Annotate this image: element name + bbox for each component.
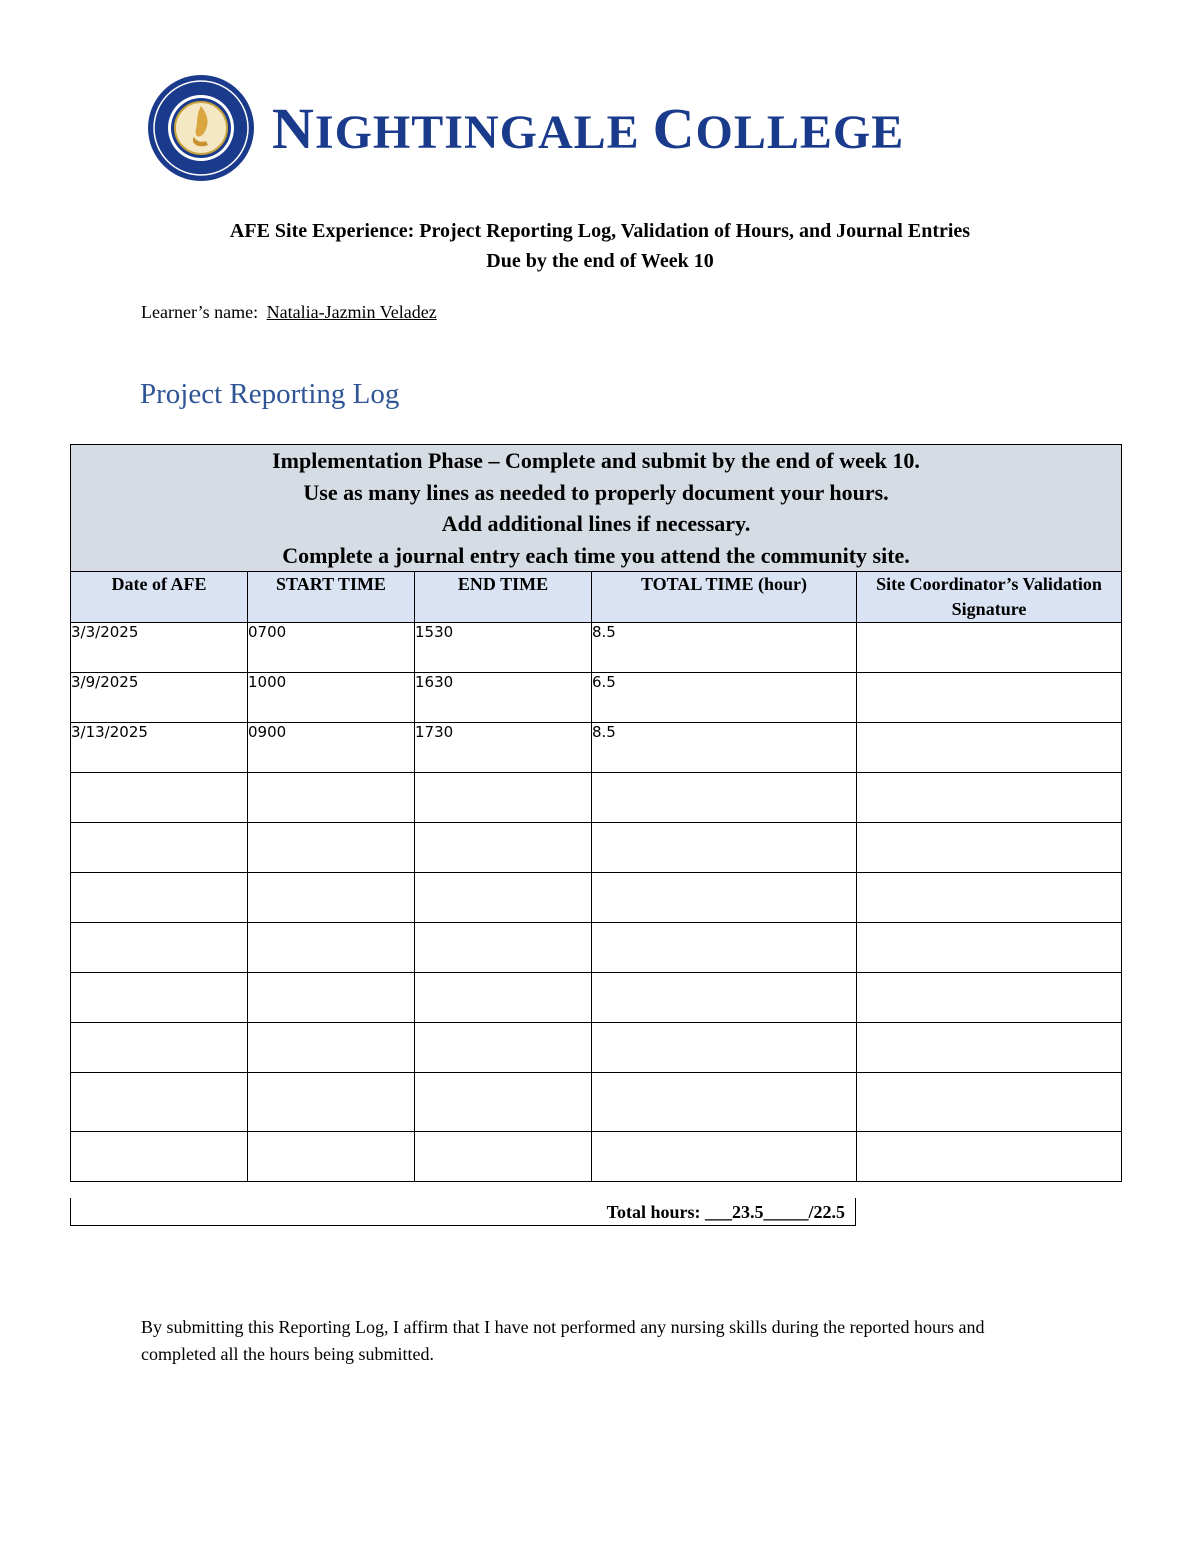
cell-date[interactable]: [71, 1023, 248, 1073]
cell-total-time[interactable]: [592, 1073, 857, 1132]
phase-instructions: [71, 445, 1122, 572]
cell-date[interactable]: [71, 1132, 248, 1182]
table-row: [71, 773, 1122, 823]
column-header-date: Date of AFE: [71, 572, 248, 623]
cell-end-time[interactable]: [415, 923, 592, 973]
title-line-2: Due by the end of Week 10: [486, 250, 714, 272]
cell-date[interactable]: [71, 873, 248, 923]
affirmation-text: By submitting this Reporting Log, I affirm that I have not performed any nursing skills during the reported hours and completed all the hours being submitted.: [141, 1317, 985, 1364]
cell-start-time[interactable]: [248, 823, 415, 873]
table-row: [71, 1073, 1122, 1132]
cell-start-time[interactable]: [248, 773, 415, 823]
phase-line-4: Complete a journal entry each time you attend the community site.: [282, 542, 910, 568]
column-header-start-time: START TIME: [248, 572, 415, 623]
table-row: [71, 823, 1122, 873]
column-header-signature: Site Coordinator’s Validation Signature: [857, 572, 1122, 623]
cell-start-time[interactable]: [248, 873, 415, 923]
cell-signature[interactable]: [857, 673, 1122, 723]
cell-total-time[interactable]: [592, 773, 857, 823]
cell-start-time[interactable]: 1000: [248, 673, 415, 723]
cell-end-time[interactable]: [415, 873, 592, 923]
section-title: Project Reporting Log: [140, 378, 400, 410]
phase-line-3: Add additional lines if necessary.: [441, 511, 751, 536]
cell-date[interactable]: [71, 823, 248, 873]
reporting-log-table: [70, 444, 1122, 1182]
cell-start-time[interactable]: [248, 1073, 415, 1132]
cell-date[interactable]: 3/9/2025: [71, 673, 248, 723]
cell-end-time[interactable]: [415, 1023, 592, 1073]
cell-start-time[interactable]: [248, 1132, 415, 1182]
phase-line-2: Use as many lines as needed to properly document your hours.: [303, 479, 889, 505]
learner-name-label: Learner’s name:: [141, 302, 259, 322]
cell-date[interactable]: 3/13/2025: [71, 723, 248, 773]
table-header-row: [71, 572, 1122, 623]
cell-total-time[interactable]: 8.5: [592, 723, 857, 773]
cell-signature[interactable]: [857, 823, 1122, 873]
cell-date[interactable]: [71, 773, 248, 823]
cell-date[interactable]: [71, 973, 248, 1023]
cell-total-time[interactable]: [592, 1023, 857, 1073]
learner-name-value: Natalia-Jazmin Veladez: [266, 302, 437, 322]
cell-total-time[interactable]: 8.5: [592, 623, 857, 673]
cell-signature[interactable]: [857, 973, 1122, 1023]
title-line-1: AFE Site Experience: Project Reporting Log, Validation of Hours, and Journal Entries: [229, 220, 971, 242]
cell-total-time[interactable]: 6.5: [592, 673, 857, 723]
cell-signature[interactable]: [857, 1073, 1122, 1132]
document-title: [0, 216, 1200, 276]
cell-total-time[interactable]: [592, 823, 857, 873]
cell-end-time[interactable]: 1730: [415, 723, 592, 773]
table-row: [71, 1023, 1122, 1073]
cell-start-time[interactable]: 0900: [248, 723, 415, 773]
cell-total-time[interactable]: [592, 873, 857, 923]
cell-signature[interactable]: [857, 873, 1122, 923]
cell-date[interactable]: [71, 1073, 248, 1132]
cell-date[interactable]: 3/3/2025: [71, 623, 248, 673]
cell-end-time[interactable]: [415, 1132, 592, 1182]
cell-end-time[interactable]: [415, 1073, 592, 1132]
cell-end-time[interactable]: [415, 773, 592, 823]
cell-signature[interactable]: [857, 723, 1122, 773]
table-row: [71, 723, 1122, 773]
cell-end-time[interactable]: 1530: [415, 623, 592, 673]
cell-date[interactable]: [71, 923, 248, 973]
cell-signature[interactable]: [857, 923, 1122, 973]
cell-end-time[interactable]: 1630: [415, 673, 592, 723]
cell-end-time[interactable]: [415, 973, 592, 1023]
cell-start-time[interactable]: 0700: [248, 623, 415, 673]
cell-total-time[interactable]: [592, 973, 857, 1023]
cell-signature[interactable]: [857, 1023, 1122, 1073]
column-header-end-time: END TIME: [415, 572, 592, 623]
cell-signature[interactable]: [857, 773, 1122, 823]
college-name: NIGHTINGALE COLLEGE: [272, 95, 905, 161]
learner-name-line: [141, 302, 437, 323]
college-seal-icon: [146, 73, 256, 183]
cell-end-time[interactable]: [415, 823, 592, 873]
cell-total-time[interactable]: [592, 923, 857, 973]
table-row: [71, 673, 1122, 723]
column-header-total-time: TOTAL TIME (hour): [592, 572, 857, 623]
college-logo: [146, 72, 1066, 184]
cell-total-time[interactable]: [592, 1132, 857, 1182]
total-hours: Total hours: ___23.5_____/22.5: [70, 1198, 856, 1226]
table-row: [71, 623, 1122, 673]
cell-start-time[interactable]: [248, 973, 415, 1023]
table-row: [71, 1132, 1122, 1182]
cell-signature[interactable]: [857, 1132, 1122, 1182]
table-row: [71, 873, 1122, 923]
table-row: [71, 923, 1122, 973]
cell-start-time[interactable]: [248, 923, 415, 973]
phase-line-1: Implementation Phase – Complete and submit by the end of week 10.: [272, 448, 920, 473]
cell-signature[interactable]: [857, 623, 1122, 673]
cell-start-time[interactable]: [248, 1023, 415, 1073]
table-row: [71, 973, 1122, 1023]
